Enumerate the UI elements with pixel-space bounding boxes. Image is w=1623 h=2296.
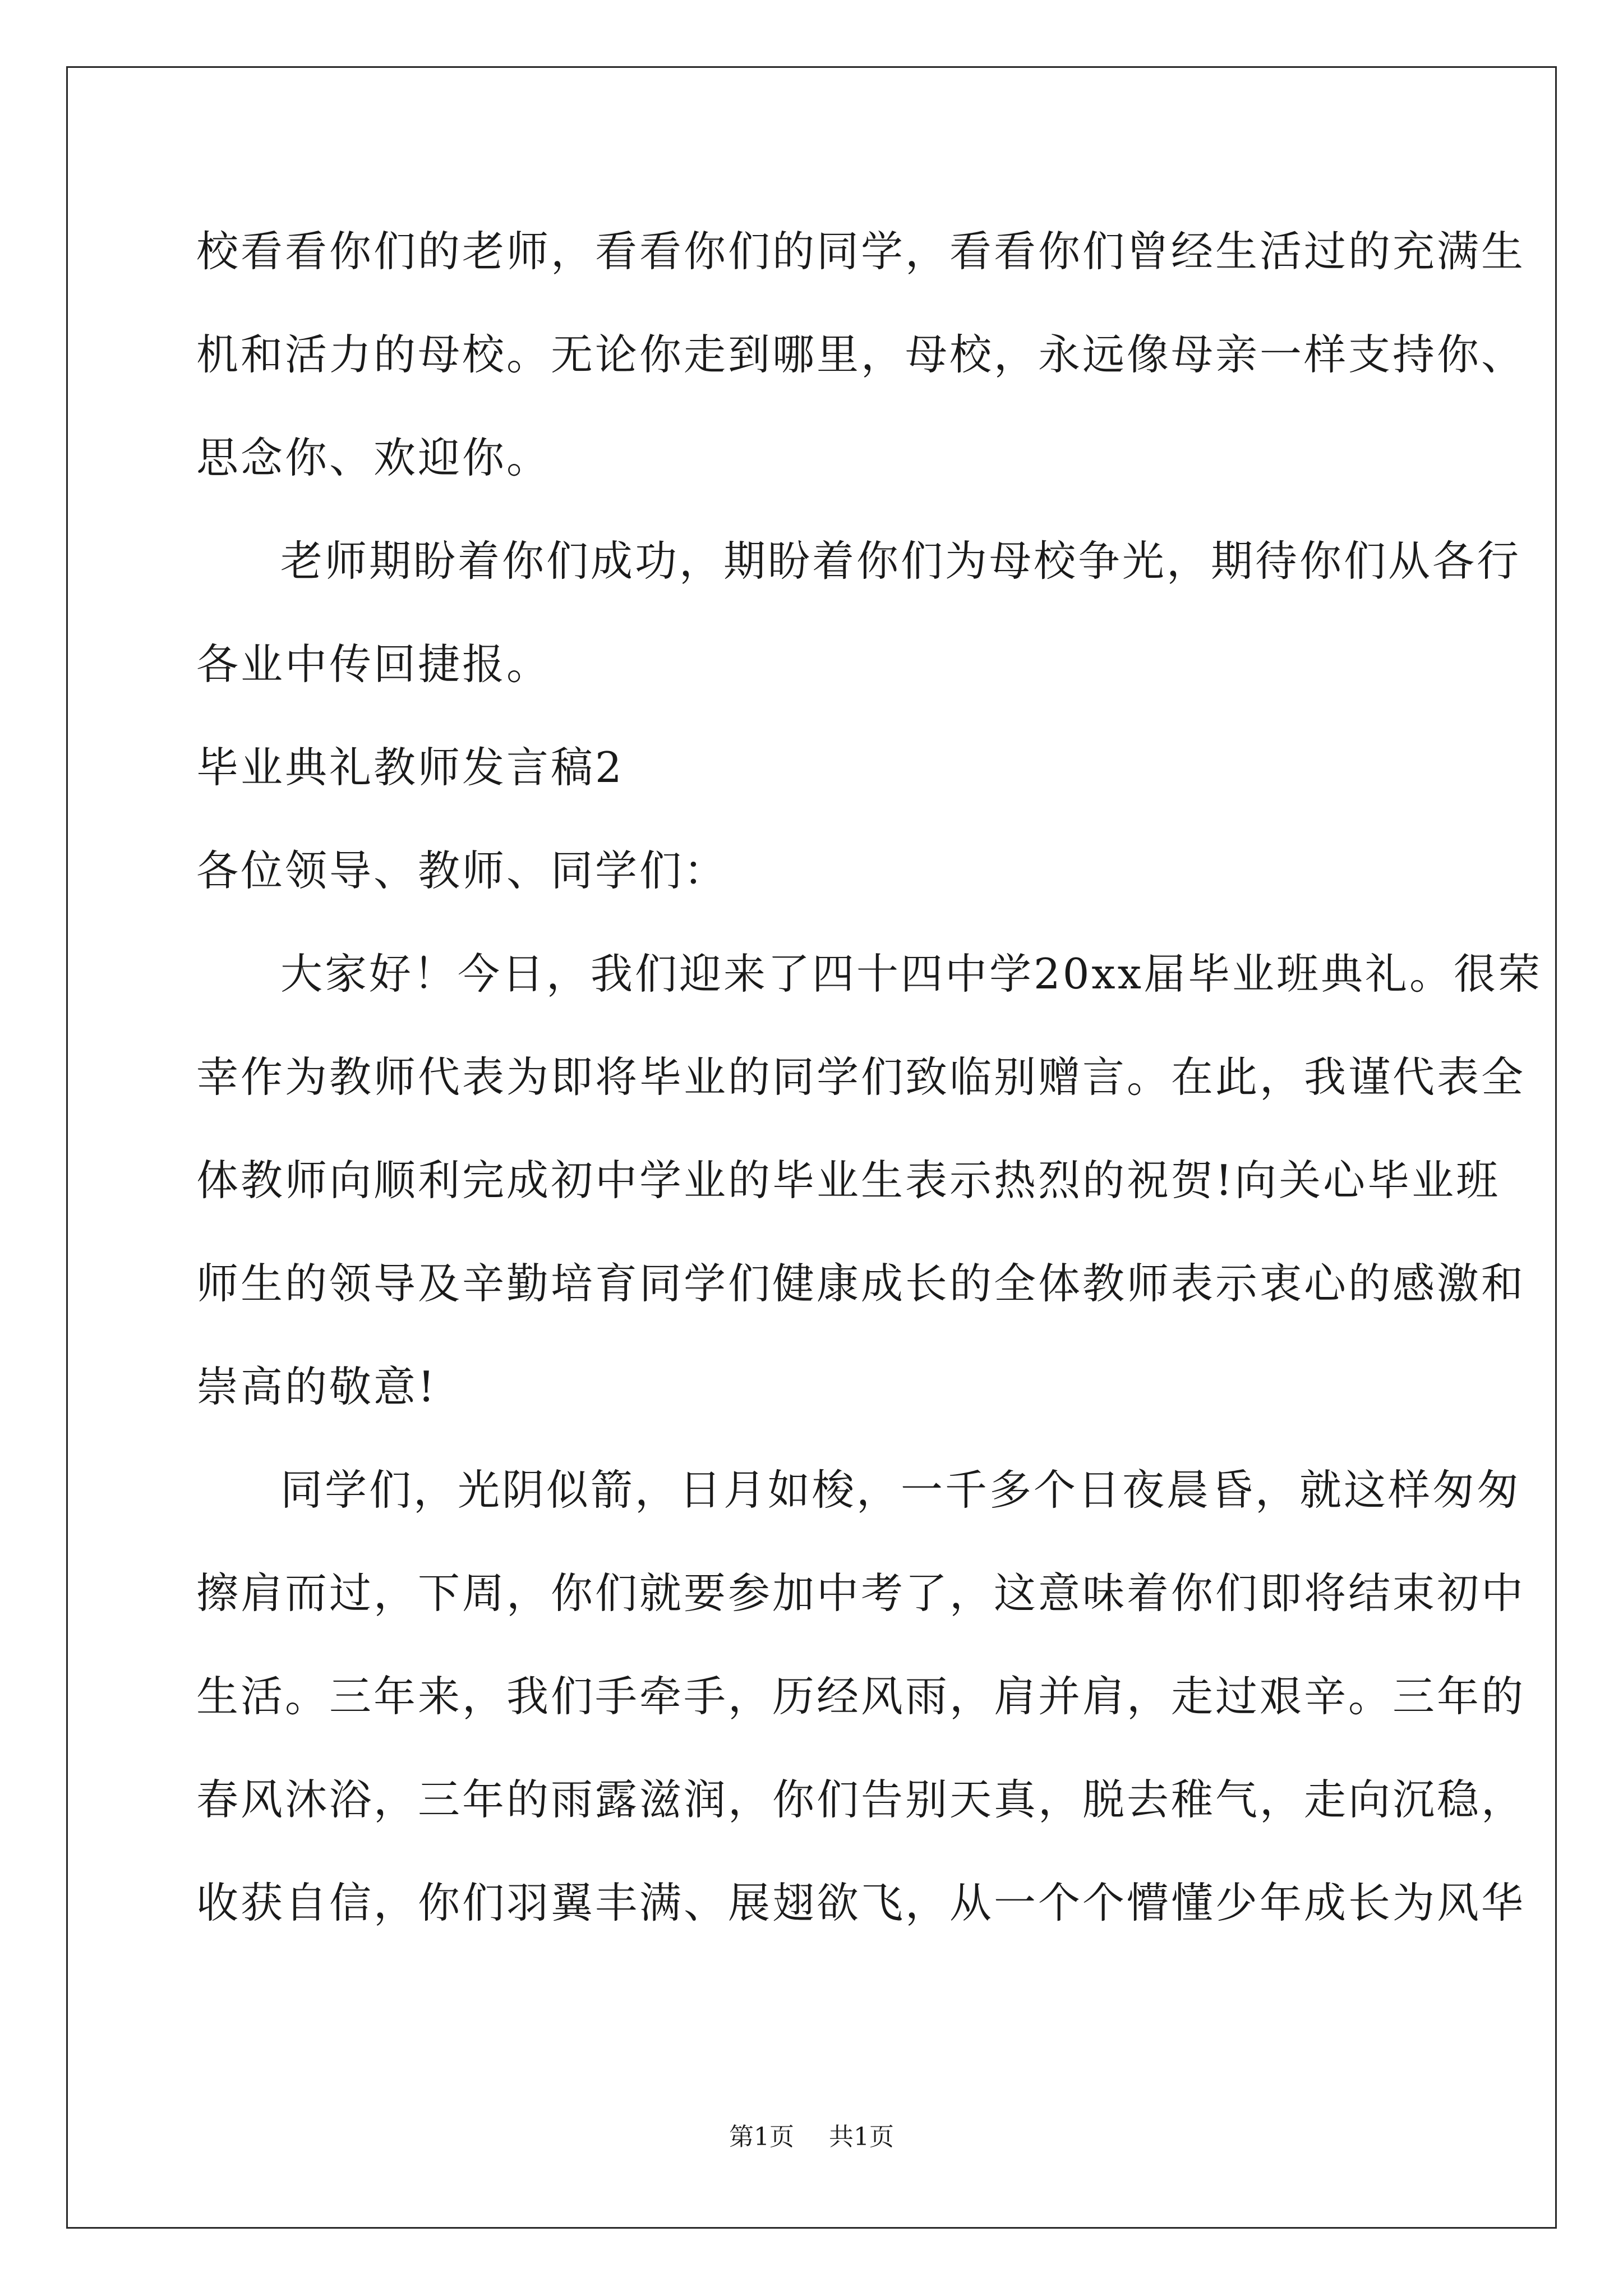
document-body [196,218,1543,1972]
body-line: 思念你、欢迎你。 [196,433,551,482]
page-footer [0,2120,1623,2154]
paragraph-start-line: 大家好！今日，我们迎来了四十四中学20xx届毕业班典礼。很荣 [280,949,1543,999]
body-line: 师生的领导及辛勤培育同学们健康成长的全体教师表示衷心的感激和 [196,1259,1526,1308]
body-line: 生活。三年来，我们手牵手，历经风雨，肩并肩，走过艰辛。三年的 [196,1672,1526,1721]
page-number-total: 共1页 [829,2123,894,2151]
body-line: 收获自信，你们羽翼丰满、展翅欲飞，从一个个懵懂少年成长为风华 [196,1878,1526,1927]
body-line: 体教师向顺利完成初中学业的毕业生表示热烈的祝贺!向关心毕业班 [196,1156,1501,1205]
body-line: 擦肩而过，下周，你们就要参加中考了，这意味着你们即将结束初中 [196,1568,1526,1618]
body-line: 机和活力的母校。无论你走到哪里，母校，永远像母亲一样支持你、 [196,330,1526,379]
body-line: 春风沐浴，三年的雨露滋润，你们告别天真，脱去稚气，走向沉稳， [196,1775,1526,1824]
body-line: 崇高的敬意! [196,1362,437,1411]
salutation: 各位领导、教师、同学们： [196,846,728,895]
paragraph-start-line: 同学们，光阴似箭，日月如梭，一千多个日夜晨昏，就这样匆匆 [280,1465,1521,1515]
body-line: 各业中传回捷报。 [196,639,551,689]
paragraph-start-line: 老师期盼着你们成功，期盼着你们为母校争光，期待你们从各行 [280,536,1521,586]
page-number-current: 第1页 [729,2123,794,2151]
body-line: 幸作为教师代表为即将毕业的同学们致临别赠言。在此，我谨代表全 [196,1052,1526,1102]
section-title: 毕业典礼教师发言稿2 [196,743,624,792]
body-line: 校看看你们的老师，看看你们的同学，看看你们曾经生活过的充满生 [196,227,1526,276]
